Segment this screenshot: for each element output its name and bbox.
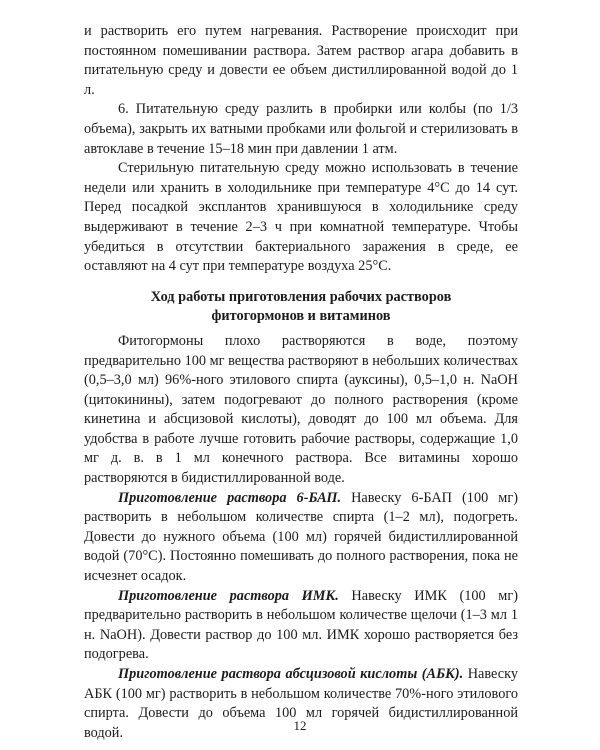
paragraph-imk-text: Навеску ИМК (100 мг) предварительно растворить в небольшом количестве щелочи (1–3 мл 1 н. NaOH). Довести раствор до 100 мл. ИМК хорошо растворяется без подогрева. xyxy=(84,587,518,663)
paragraph-sterile-medium-storage: Стерильную питательную среду можно использовать в течение недели или хранить в холодильнике при температуре 4°С до 14 сут. Перед посадкой эксплантов хранившуюся в холодильнике среду выдерживают в течение 2–3 ч при комнатной температуре. Чтобы убедиться в отсутствии бактериального заражения в среде, ее оставляют на 4 сут при температуре воздуха 25°С. xyxy=(84,160,518,275)
section-heading-line-1: Ход работы приготовления рабочих растворов xyxy=(150,288,452,305)
paragraph-imk xyxy=(84,587,518,665)
paragraph-6-bap xyxy=(84,489,518,587)
paragraph-6-bap-title: Приготовление раствора 6-БАП. xyxy=(118,489,342,506)
paragraph-abk-text: Навеску АБК (100 мг) растворить в небольшом количестве 70%-ного этилового спирта. Довести до объема 100 мл горячей бидистиллированной водой. xyxy=(84,666,518,741)
section-heading xyxy=(84,288,518,327)
paragraph-imk-title: Приготовление раствора ИМК. xyxy=(118,587,339,604)
paragraph-abk-title: Приготовление раствора абсцизовой кислоты (АБК). xyxy=(118,666,464,682)
document-body xyxy=(84,22,518,743)
paragraph-phytohormones: Фитогормоны плохо растворяются в воде, поэтому предварительно 100 мг вещества растворяют в небольших количествах (0,5–3,0 мл) 96%-ного этилового спирта (ауксины), 0,5–1,0 н. NaOH (цитокинины), затем подогревают до полного растворения (кроме кинетина и абсцизовой кислоты), доводят до 100 мл объема. Для удобства в работе лучше готовить рабочие растворы, содержащие 1,0 мг д. в. в 1 мл конечного раствора. Все витамины хорошо растворяются в бидистиллированной воде. xyxy=(84,332,518,487)
page-number: 12 xyxy=(293,718,307,733)
paragraph-6-bap-text: Навеску 6-БАП (100 мг) растворить в небольшом количестве спирта (1–2 мл), подогреть. Довести до нужного объема (100 мл) горячей бидистиллированной водой (70°С). Постоянно помешивать до полного растворения, пока не исчезнет осадок. xyxy=(84,489,518,585)
paragraph-agar-dissolve: и растворить его путем нагревания. Растворение происходит при постоянном помешивании раствора. Затем раствор агара добавить в питательную среду и довести ее объем дистиллированной водой до 1 л. xyxy=(84,23,518,98)
section-heading-line-2: фитогормонов и витаминов xyxy=(211,308,391,325)
paragraph-step-6: 6. Питательную среду разлить в пробирки или колбы (по 1/3 объема), закрыть их ватными пробками или фольгой и стерилизовать в автоклаве в течение 15–18 мин при давлении 1 атм. xyxy=(84,101,518,157)
